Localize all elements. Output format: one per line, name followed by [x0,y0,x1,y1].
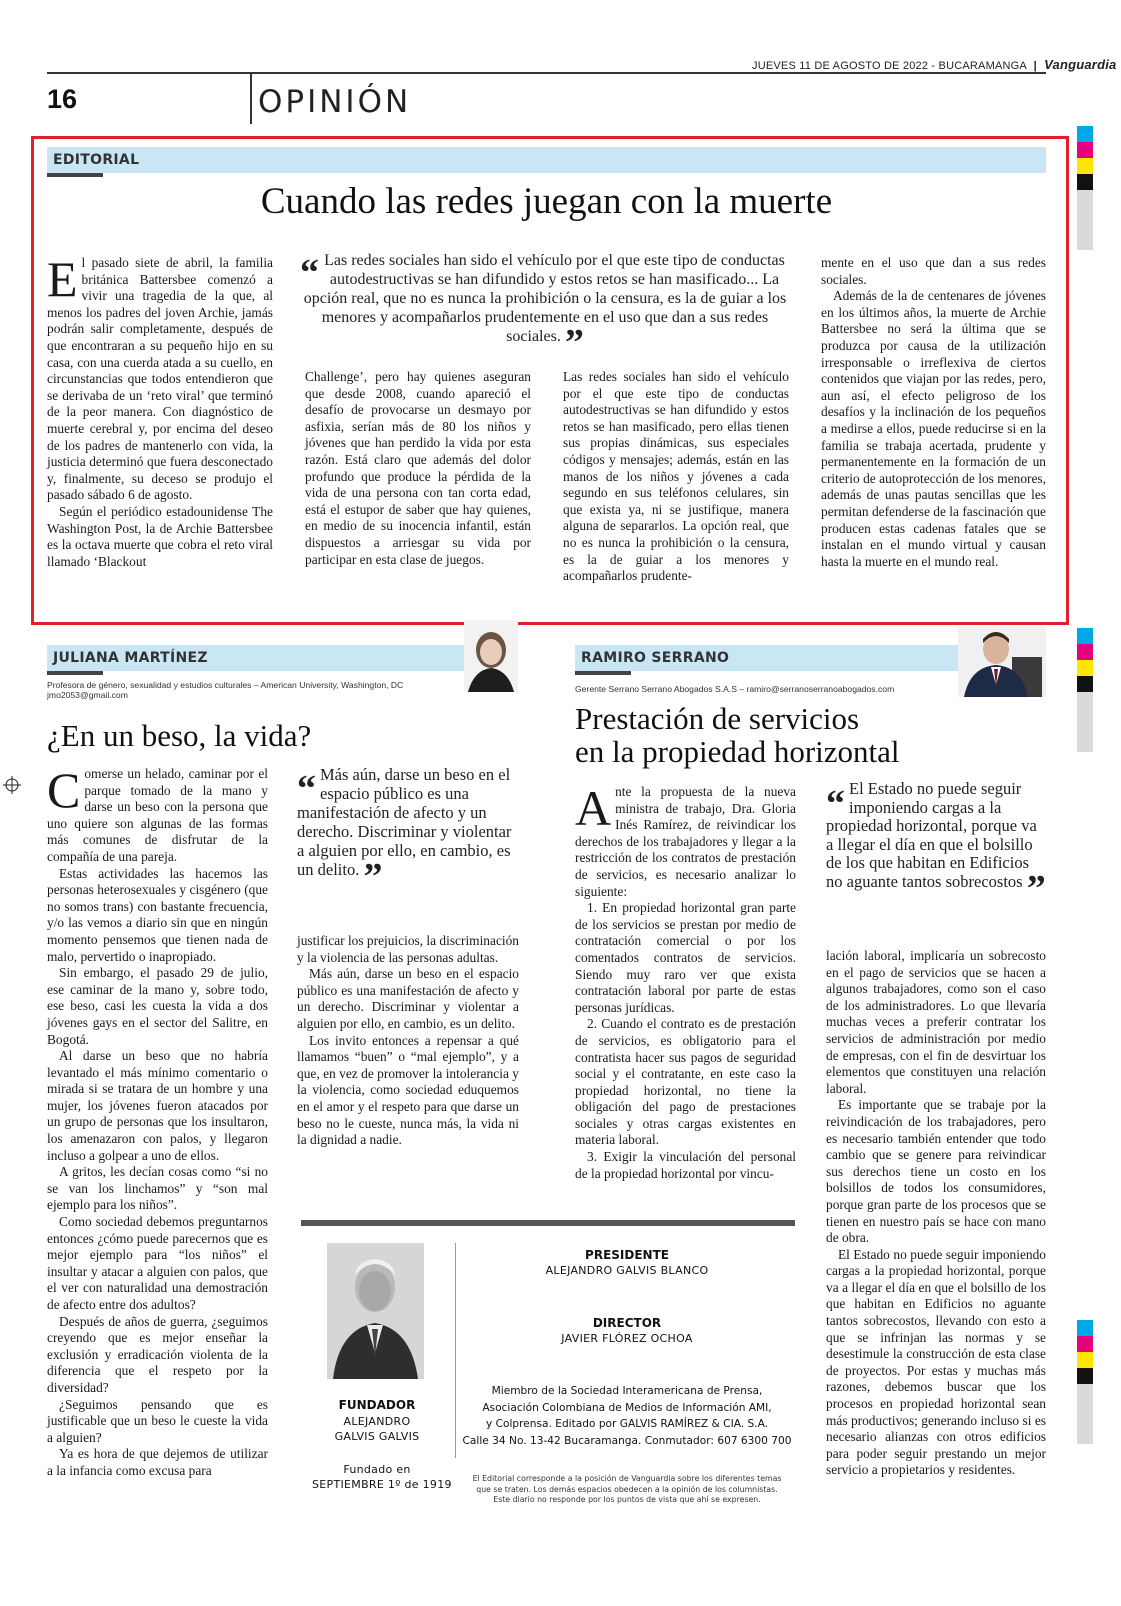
print-colorbar-mid [1077,628,1093,752]
director-name: JAVIER FLÓREZ OCHOA [561,1332,693,1345]
paragraph: 2. Cuando el contrato es de prestación de servicios, es obligatorio para el contratista hacer sus pagos de seguridad social y el contratante, en este caso la propiedad horizontal, no tiene la obligación del pago de prestaciones sociales y otras cargas existentes en materia laboral. [575,1016,796,1148]
editorial-col-3 [563,369,789,585]
paragraph: Al darse un beso que no habría levantado el más mínimo comentario o mirada si se tratara de un hombre y una mujer, los jóvenes fueron atacados por un grupo de personas que los insultaron, los amenazaron con palos, y llegaron incluso a golpear a uno de ellos. [47,1048,268,1163]
editorial-col-1 [47,251,273,570]
open-quote-icon: “ [300,252,319,294]
disclaimer-line: El Editorial corresponde a la posición de Vanguardia sobre los diferentes temas [472,1474,782,1483]
paragraph: Challenge’, pero hay quienes aseguran que desde 2008, cuando apareció el desafío de provocarse un desmayo por asfixia, serían más de 80 los niños y jóvenes que han perdido la vida por esta razón. Está claro que además del dolor profundo que produce la pérdida de la vida de una persona con tan corta edad, está el estupor de saber que hay quienes, en medio de su inocencia infantil, están dispuestos a arriesgar su vida por participar en esta clase de juegos. [305,369,531,567]
editorial-col-4 [821,255,1046,570]
open-quote-icon: “ [826,783,845,825]
editorial-band [47,147,1046,173]
author-photo-right [958,627,1046,697]
membership-line: y Colprensa. Editado por GALVIS RAMÍREZ & CIA. S.A. [485,1418,769,1430]
close-quote-icon: ” [1026,867,1046,910]
president-label: PRESIDENTE [585,1248,669,1262]
masthead-rule [301,1220,795,1226]
paragraph: Es importante que se trabaje por la reivindicación de los trabajadores, pero es necesario también entender que todo cambio que se genere para reivindicar sus derechos tiene un costo en los bolsillos de todos los consumidores, porque gran parte de los procesos que se tienen en nuestro país se hace con mano de obra. [826,1097,1046,1246]
editorial-col-2 [305,369,531,568]
pullquote-text: Las redes sociales han sido el vehículo por el que este tipo de conductas autodestructivas se han difundido y estos retos se han masificado... La opción real, que no es nunca la prohibición o la censura, es la de guiar a los menores y acompañarlos prudentemente en el uso que dan a sus redes sociales. [303,252,787,345]
paragraph: Además de la de centenares de jóvenes en los últimos años, la muerte de Archie Battersbee no será la última que se produzca por causa de la utilización irresponsable o irreflexiva de ciertos contenidos que viajan por las redes, pero, aun así, el efecto peligroso de los desafíos y la inclinación de los pequeños a medirse a ellos, puede reducirse si en la familia se trabaja acertada, prudente y permanentemente en la formación de un criterio de autoprotección de los menores, además de unas pautas sencillas que les permitan defenderse de la fascinación que producen estas cadenas fatales que se instalan en el mundo virtual y causan hasta la muerte en el mundo real. [821,288,1046,569]
founder-block [312,1398,452,1492]
paragraph: Los invito entonces a repensar a qué llamamos “buen” o “mal ejemplo”, y a que, en vez de promover la intolerancia y la violencia, como sociedad eduquemos en el amor y el respeto para que darse un beso no le cueste, nunca más, la vida ni la dignidad a nadie. [297,1032,519,1148]
paragraph: nte la propuesta de la nueva ministra de trabajo, Dra. Gloria Inés Ramírez, de reivindicar los derechos de los trabajadores y llegar a la restricción de los contratos de prestación de servicios, es necesario analizar lo siguiente: [575,784,796,899]
author-bio-left [47,680,403,700]
column-title-right [575,702,900,768]
author-photo-left [464,620,518,692]
masthead-divider [455,1243,456,1458]
president-name: ALEJANDRO GALVIS BLANCO [545,1264,709,1277]
paragraph: Como sociedad debemos preguntarnos entonces ¿cómo puede parecernos que es mejor ejemplo para “los niños” el insultar y atacar a alguien con palos, que el ver con naturalidad una demostración de afecto entre dos adultos? [47,1214,268,1312]
membership-block [462,1383,792,1449]
paragraph: Las redes sociales han sido el vehículo por el que este tipo de conductas autodestructivas se han difundido y estos retos se han masificado, pero ellas tienen sus propias dinámicas, sus especiales códigos y mensajes; además, están en las manos de los niños y jóvenes a cada segundo en sus teléfonos celulares, sin que exista ya, ni se justifique, manera alguna de separarlos. La opción real, que no es nunca la prohibición o la censura, es la de guiar a los menores y acompañarlos prudente- [563,369,789,584]
left-col-2 [297,933,519,1149]
paragraph: ¿Seguimos pensando que es justificable que un beso le cueste la vida a alguien? [47,1396,268,1445]
page-number: 16 [47,84,78,114]
section-title: OPINIÓN [258,84,412,120]
editorial-dropcap: E [47,251,78,307]
paragraph: Sin embargo, el pasado 29 de julio, ese caminar de la mano y, sobre todo, ese beso, casi les cuesta la vida a dos jóvenes gays en el sector del Salitre, en Bogotá. [47,965,268,1047]
title-line: Prestación de servicios [575,701,860,736]
open-quote-icon: “ [297,768,316,810]
author-name-left: JULIANA MARTÍNEZ [53,650,208,666]
president-block [470,1248,784,1277]
editorial-underline [47,173,103,177]
author-email-link[interactable]: jmo2053@gmail.com [47,690,128,700]
left-pullquote [297,765,517,898]
paragraph: justificar los prejuicios, la discriminación y la violencia de las personas adultas. [297,933,520,965]
disclaimer-line: que se traten. Los demás espacios obedecen a la opinión de los columnistas. [476,1484,778,1494]
founder-name: ALEJANDRO [343,1415,411,1428]
left-dropcap: C [47,762,81,818]
pullquote-text: Más aún, darse un beso en el espacio público es una manifestación de afecto y un derecho. Discriminar y violentar a alguien por ello, en cambio, es un delito. [297,765,512,879]
author-underline-left [47,671,103,675]
founder-photo [327,1243,424,1379]
date-text: JUEVES 11 DE AGOSTO DE 2022 - BUCARAMANGA [752,60,1027,72]
membership-line: Calle 34 No. 13-42 Bucaramanga. Conmutador: 607 6300 700 [462,1434,792,1447]
editorial-pullquote [300,251,790,364]
membership-line: Miembro de la Sociedad Interamericana de Prensa, [491,1385,763,1397]
right-col-1 [575,780,796,1182]
right-pullquote [826,779,1046,910]
disclaimer-block [462,1474,792,1506]
paragraph: Ya es hora de que dejemos de utilizar a la infancia como excusa para [47,1446,268,1478]
membership-line: Asociación Colombiana de Medios de Información AMI, [482,1401,772,1414]
column-title-left: ¿En un beso, la vida? [47,718,312,753]
crosshair-mark-icon [3,776,21,798]
disclaimer-line: Este diario no responde por los puntos de vista que ahí se expresen. [493,1495,761,1504]
editorial-title: Cuando las redes juegan con la muerte [260,181,833,222]
left-col-1 [47,762,268,1480]
header-divider [250,74,252,124]
paragraph: 1. En propiedad horizontal gran parte de los servicios se prestan por medio de contratación comercial o por los comentados contratos de servicios. Siendo muy raro ver que exista contratación laboral por parte de estas personas jurídicas. [575,900,796,1015]
paragraph: mente en el uso que dan a sus redes sociales. [821,255,1046,287]
paragraph: Más aún, darse un beso en el espacio público es una manifestación de afecto y un derecho. Discriminar y violentar a alguien por ello, en cambio, es un delito. [297,966,519,1031]
founded-date: SEPTIEMBRE 1º de 1919 [312,1478,452,1491]
print-colorbar-bottom [1077,1320,1093,1444]
paragraph: Según el periódico estadounidense The Washington Post, la de Archie Battersbee es la octava muerte que cobra el reto viral llamado ‘Blackout [47,503,273,569]
paragraph: 3. Exigir la vinculación del personal de la propiedad horizontal por vincu- [575,1149,796,1181]
right-col-2 [826,948,1046,1479]
close-quote-icon: ” [363,856,383,898]
paragraph: El Estado no puede seguir imponiendo cargas a la propiedad horizontal, porque va a llegar el día en que el bolsillo de los que habitan en Edificios no aguante tantos sobrecostos, llevando con esto a que se infrinjan las normas y se desestimule la construcción de esta clase de proyectos. Por estas y muchas más razones, debemos buscar que los procesos en propiedad horizontal sean más productivos; generando incluso si es necesario alianzas con otros edificios para poder seguir prestando un mejor servicio a propietarios y residentes. [826,1246,1046,1478]
author-underline-right [575,671,631,675]
founder-name: GALVIS GALVIS [334,1430,420,1443]
founder-label: FUNDADOR [338,1398,416,1412]
paragraph: Después de años de guerra, ¿seguimos creyendo que es mejor enseñar la exclusión y erradicación violenta de la diferencia que el respeto por la diversidad? [47,1313,268,1395]
director-label: DIRECTOR [592,1316,662,1330]
close-quote-icon: ” [564,322,584,364]
paragraph: A gritos, les decían cosas como “si no se van los linchamos” y “son mal ejemplo para los niños”. [47,1164,268,1213]
editorial-label: EDITORIAL [53,152,140,168]
paragraph: omerse un helado, caminar por el parque tomado de la mano y darse un beso con la persona que uno quiere son algunas de las formas más comunes de disfrutar de la compañía de una pareja. [47,766,268,864]
paragraph: l pasado siete de abril, la familia británica Battersbee comenzó a vivir una tragedia de la que, al menos los padres del joven Archie, jamás podrán salir completamente, después de que encontraran a su pequeño hijo en su casa, con una cuerda atada a su cuello, en circunstancias que todos entendieron que se derivaba de un ‘reto viral’ que terminó de la peor manera. Con diagnóstico de muerte cerebral y, por encima del deseo de los padres de mantenerlo con vida, la justicia determinó que fuera desconectado y, finalmente, su deceso se produjo el pasado sábado 6 de agosto. [47,255,273,503]
pullquote-text: El Estado no puede seguir imponiendo cargas a la propiedad horizontal, porque va a llegar el día en que el bolsillo de los que habitan en Edificios no aguante tantos sobrecostos [826,779,1037,891]
right-dropcap: A [575,780,612,836]
bio-text: Profesora de género, sexualidad y estudios culturales – American University, Washington, DC [47,680,404,690]
date-line: JUEVES 11 DE AGOSTO DE 2022 - BUCARAMANGA | Vanguardia [752,57,1117,72]
paragraph: lación laboral, implicaría un sobrecosto en el pago de servicios que se hacen a algunos trabajadores, como son el caso de los administradores. Lo que llevaría muchas veces a preferir contratar los servicios de administración por medio de empresas, con el fin de desvirtuar los elementos que constituyen una relación laboral. [826,948,1046,1096]
author-name-right: RAMIRO SERRANO [581,650,730,666]
founded-text: Fundado en [343,1463,411,1476]
brand-logo: Vanguardia [1044,57,1117,72]
title-line: en la propiedad horizontal [575,734,900,769]
print-colorbar-top [1077,126,1093,250]
header-rule [47,72,1046,74]
author-bio-right: Gerente Serrano Serrano Abogados S.A.S – ramiro@serranoserranoabogados.com [575,684,895,694]
paragraph: Estas actividades las hacemos las personas heterosexuales y cisgénero (que no somos trans) con bastante frecuencia, y/o las vemos a diario sin que en ningún momento pensemos que tienen nada de malo, pervertido o inapropiado. [47,865,268,964]
director-block [470,1316,784,1345]
